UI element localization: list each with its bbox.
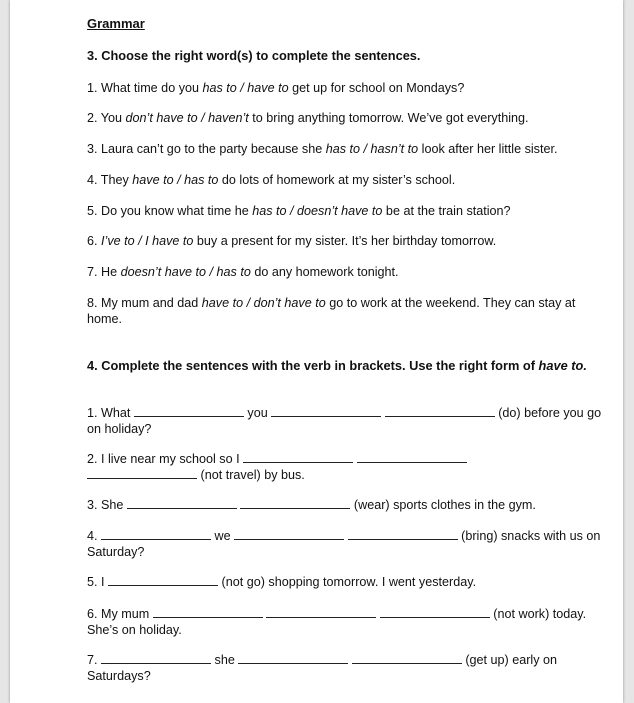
ex4-item-4: 4. we (bring) snacks with us on Saturday? [87, 529, 601, 559]
ex3-item-7: 7. He doesn’t have to / has to do any homework tonight. [87, 265, 399, 279]
ex3-item-6: 6. I’ve to / I have to buy a present for my sister. It’s her birthday tomorrow. [87, 234, 497, 248]
answer-blank[interactable] [234, 529, 344, 540]
exercise-3-title: 3. Choose the right word(s) to complete the sentences. [87, 48, 421, 63]
answer-blank[interactable] [101, 529, 211, 540]
ex4-item-7: 7. she (get up) early on Saturdays? [87, 653, 558, 683]
answer-blank[interactable] [127, 498, 237, 509]
ex3-item-8: 8. My mum and dad have to / don’t have to go to work at the weekend. They can stay at home. [87, 296, 576, 326]
answer-blank[interactable] [87, 468, 197, 479]
ex4-item-6: 6. My mum (not work) today. She’s on holiday. [87, 607, 587, 637]
answer-blank[interactable] [385, 406, 495, 417]
answer-blank[interactable] [348, 529, 458, 540]
answer-blank[interactable] [238, 653, 348, 664]
ex4-item-5: 5. I (not go) shopping tomorrow. I went yesterday. [87, 575, 477, 589]
answer-blank[interactable] [153, 607, 263, 618]
answer-blank[interactable] [271, 406, 381, 417]
worksheet-page [10, 0, 623, 703]
answer-blank[interactable] [101, 653, 211, 664]
ex3-item-2: 2. You don’t have to / haven’t to bring anything tomorrow. We’ve got everything. [87, 111, 529, 125]
answer-blank[interactable] [240, 498, 350, 509]
answer-blank[interactable] [352, 653, 462, 664]
ex4-item-3: 3. She (wear) sports clothes in the gym. [87, 498, 536, 512]
section-heading: Grammar [87, 16, 145, 31]
answer-blank[interactable] [266, 607, 376, 618]
exercise-4-title: 4. Complete the sentences with the verb in brackets. Use the right form of have to. [87, 358, 587, 373]
ex3-item-3: 3. Laura can’t go to the party because she has to / hasn’t to look after her little sister. [87, 142, 558, 156]
ex3-item-4: 4. They have to / has to do lots of homework at my sister’s school. [87, 173, 456, 187]
ex3-item-5: 5. Do you know what time he has to / doesn’t have to be at the train station? [87, 204, 511, 218]
ex3-item-1: 1. What time do you has to / have to get up for school on Mondays? [87, 81, 465, 95]
answer-blank[interactable] [380, 607, 490, 618]
answer-blank[interactable] [108, 575, 218, 586]
answer-blank[interactable] [357, 452, 467, 463]
ex4-item-1: 1. What you (do) before you go on holiday? [87, 406, 602, 436]
ex4-item-2: 2. I live near my school so I (not travel) by bus. [87, 451, 602, 483]
answer-blank[interactable] [243, 452, 353, 463]
answer-blank[interactable] [134, 406, 244, 417]
